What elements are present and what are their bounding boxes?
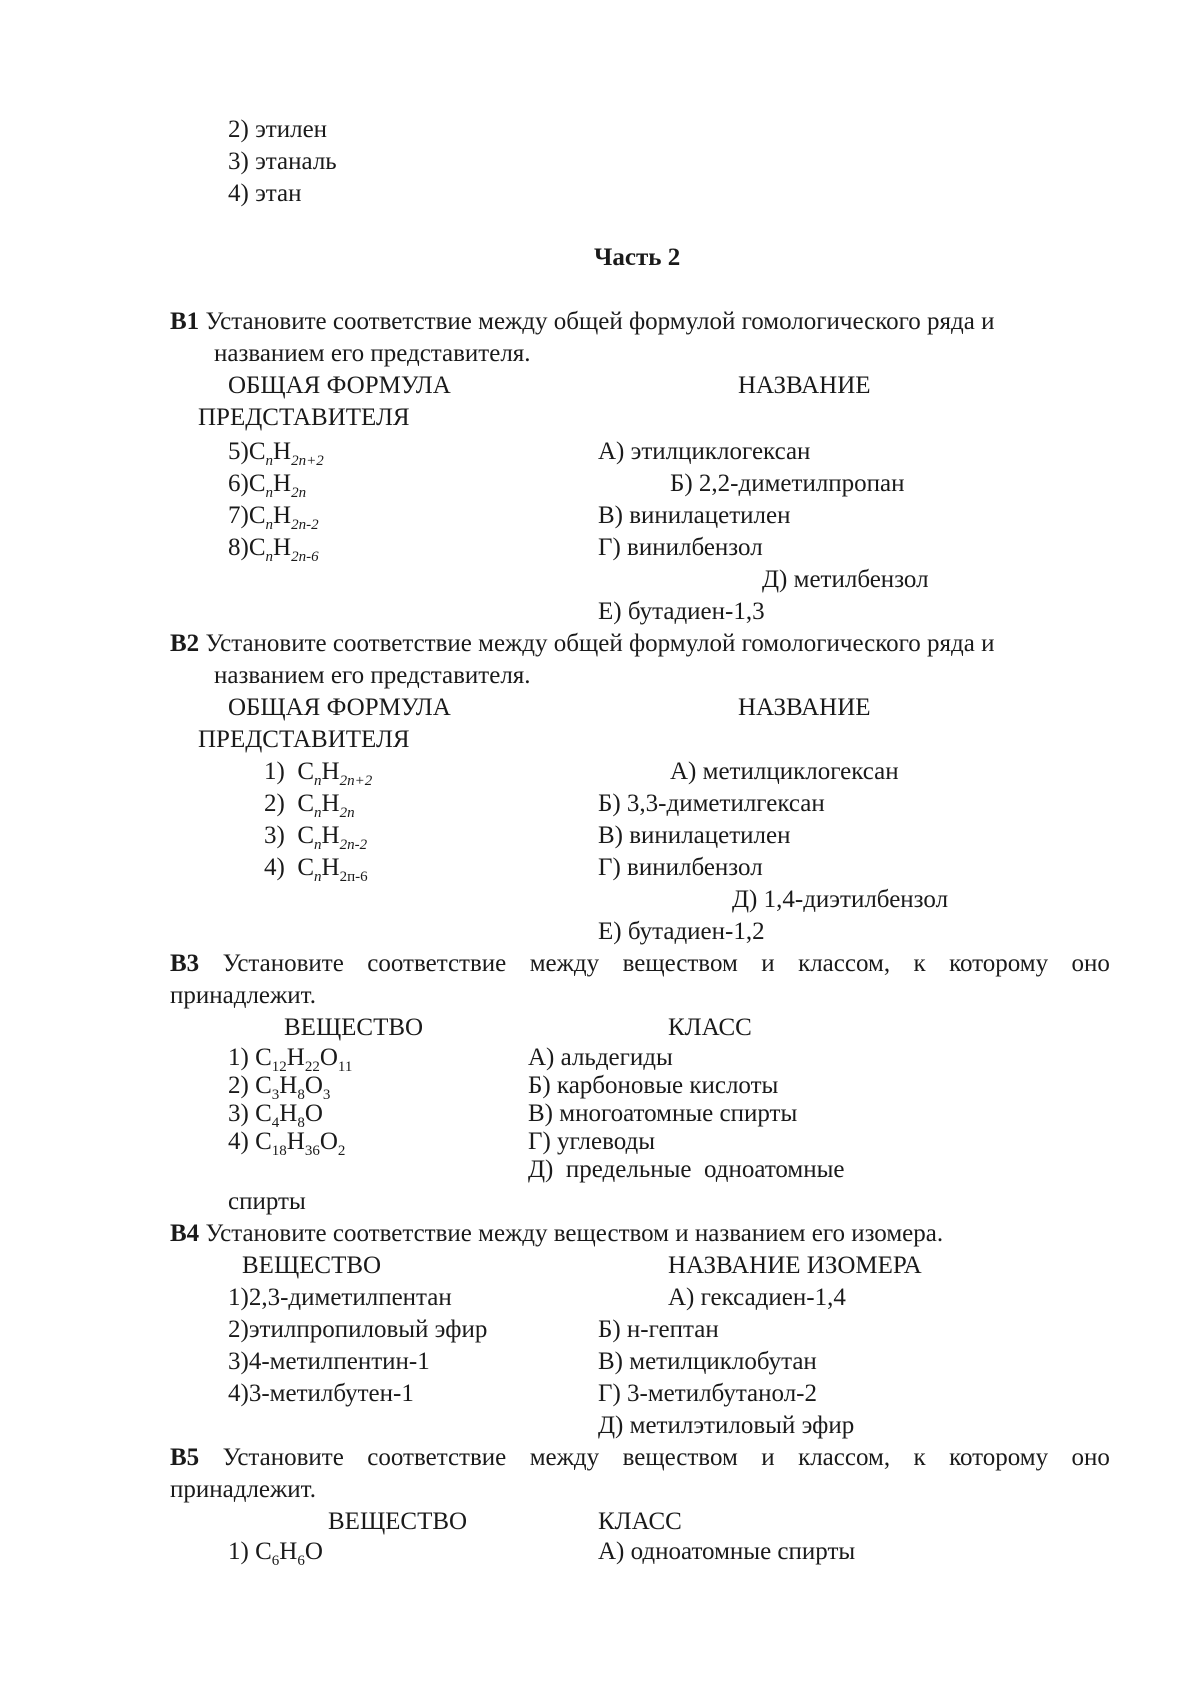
b2-name-f: Е) бутадиен-1,2 <box>598 918 765 945</box>
b4-isomer-d: Г) 3-метилбутанол-2 <box>598 1380 817 1407</box>
b2-name-b: Б) 3,3-диметилгексан <box>598 790 825 817</box>
b2-text-line1: Установите соответствие между общей формулой гомологического ряда и <box>205 630 995 657</box>
b3-substance-3: 3) $C_4H_8O$ <box>228 1100 323 1131</box>
b2-formula-3: 3) $C_nH_{2n-2}$ <box>264 822 368 853</box>
b4-substance-3: 3)4-метилпентин-1 <box>228 1348 430 1375</box>
b2-name-a: А) метилциклогексан <box>670 758 899 785</box>
b3-col-right: КЛАСС <box>668 1014 752 1041</box>
b1-formula-4: $8)C_nH_{2n-6}$ <box>228 534 319 565</box>
b1-col-left: ОБЩАЯ ФОРМУЛА <box>228 372 451 399</box>
b1-name-e: Д) метилбензол <box>762 566 929 593</box>
b3-substance-4: 4) $C_{18}H_{36}O_2$ <box>228 1128 346 1159</box>
b4-col-left: ВЕЩЕСТВО <box>242 1252 382 1279</box>
b1-col-right: НАЗВАНИЕ <box>738 372 871 399</box>
b5-col-right: КЛАСС <box>598 1508 682 1535</box>
b2-col-right: НАЗВАНИЕ <box>738 694 871 721</box>
b3-question-line2: принадлежит. <box>170 982 316 1009</box>
b2-name-c: В) винилацетилен <box>598 822 791 849</box>
b2-question <box>170 628 994 660</box>
b4-substance-1: 1)2,3-диметилпентан <box>228 1284 452 1311</box>
b3-class-b: Б) карбоновые кислоты <box>528 1072 779 1099</box>
b4-label: В4 <box>170 1220 200 1247</box>
b3-label: В3 <box>170 950 200 977</box>
b5-substance-1: 1) $C_6H_6O$ <box>228 1538 323 1569</box>
b2-formula-1: 1) $C_nH_{2n+2}$ <box>264 758 373 789</box>
part-title: Часть 2 <box>594 244 681 271</box>
b1-text-line1: Установите соответствие между общей формулой гомологического ряда и <box>205 308 995 335</box>
b1-formula-1: $5)C_nH_{2n+2}$ <box>228 438 324 469</box>
b1-label: В1 <box>170 308 200 335</box>
b4-isomer-b: Б) н-гептан <box>598 1316 719 1343</box>
b3-question-line1: В3 Установите соответствие между веществом и классом, к которому оно <box>170 948 1110 980</box>
b4-isomer-a: А) гексадиен-1,4 <box>668 1284 846 1311</box>
b1-question <box>170 306 994 338</box>
b1-col-left2: ПРЕДСТАВИТЕЛЯ <box>198 404 410 431</box>
b1-formula-2: $6)C_nH_{2n}$ <box>228 470 307 501</box>
prev-option-3: 3) этаналь <box>228 148 337 175</box>
b3-class-c: В) многоатомные спирты <box>528 1100 798 1127</box>
b2-formula-4: 4) $C_nH_{2п-6}$ <box>264 854 368 885</box>
b2-label: В2 <box>170 630 200 657</box>
b4-isomer-e: Д) метилэтиловый эфир <box>598 1412 855 1439</box>
b1-name-d: Г) винилбензол <box>598 534 763 561</box>
b4-substance-2: 2)этилпропиловый эфир <box>228 1316 488 1343</box>
b2-col-left2: ПРЕДСТАВИТЕЛЯ <box>198 726 410 753</box>
b5-class-a: А) одноатомные спирты <box>598 1538 856 1565</box>
b2-formula-2: 2) $C_nH_{2n}$ <box>264 790 355 821</box>
b5-question-line1: В5 Установите соответствие между веществом и классом, к которому оно <box>170 1442 1110 1474</box>
b3-substance-2: 2) $C_3H_8O_3$ <box>228 1072 331 1103</box>
b3-class-a: А) альдегиды <box>528 1044 673 1071</box>
b4-col-right: НАЗВАНИЕ ИЗОМЕРА <box>668 1252 922 1279</box>
b1-text-line2: названием его представителя. <box>214 340 531 367</box>
b2-name-d: Г) винилбензол <box>598 854 763 881</box>
b1-name-c: В) винилацетилен <box>598 502 791 529</box>
b5-label: В5 <box>170 1444 200 1471</box>
b3-class-e: Д) предельные одноатомные <box>528 1156 845 1183</box>
b3-class-d: Г) углеводы <box>528 1128 656 1155</box>
b4-isomer-c: В) метилциклобутан <box>598 1348 817 1375</box>
b3-class-e-cont: спирты <box>228 1188 306 1215</box>
prev-option-4: 4) этан <box>228 180 302 207</box>
b3-substance-1: 1) $C_{12}H_{22}O_{11}$ <box>228 1044 353 1075</box>
b1-name-b: Б) 2,2-диметилпропан <box>670 470 905 497</box>
b4-question: В4 Установите соответствие между веществом и названием его изомера. <box>170 1220 944 1247</box>
b5-question-line2: принадлежит. <box>170 1476 316 1503</box>
b4-substance-4: 4)3-метилбутен-1 <box>228 1380 414 1407</box>
b1-name-f: Е) бутадиен-1,3 <box>598 598 765 625</box>
b3-col-left: ВЕЩЕСТВО <box>284 1014 424 1041</box>
prev-option-2: 2) этилен <box>228 116 328 143</box>
b2-text-line2: названием его представителя. <box>214 662 531 689</box>
b2-col-left: ОБЩАЯ ФОРМУЛА <box>228 694 451 721</box>
b1-formula-3: $7)C_nH_{2n-2}$ <box>228 502 319 533</box>
b2-name-e: Д) 1,4-диэтилбензол <box>732 886 949 913</box>
b5-col-left: ВЕЩЕСТВО <box>328 1508 468 1535</box>
b1-name-a: А) этилциклогексан <box>598 438 811 465</box>
